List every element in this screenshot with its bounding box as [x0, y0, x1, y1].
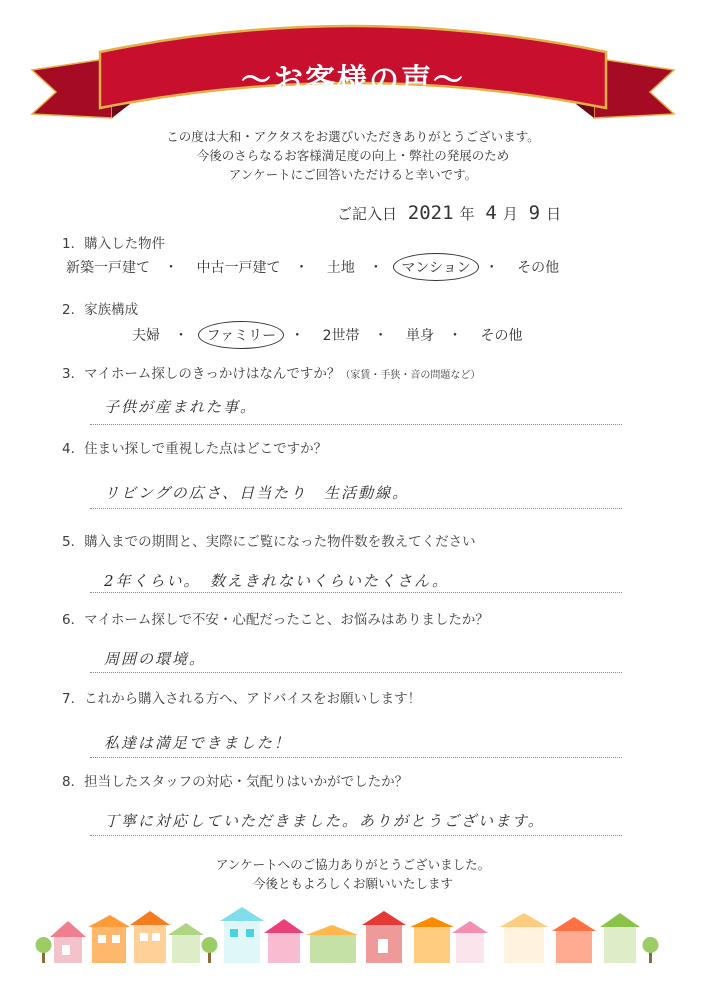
q3-question: 3．マイホーム探しのきっかけはなんですか？ [62, 366, 341, 382]
q6-label: 6．マイホーム探しで不安・心配だったこと、お悩みはありましたか？ [62, 612, 489, 628]
date-day: 9 [528, 202, 541, 224]
q2-option-two-generation: 2世帯 [322, 328, 360, 344]
house-icon [362, 911, 406, 963]
tree-icon [202, 937, 218, 963]
q4-answer: リビングの広さ、日当たり 生活動線。 [104, 484, 410, 502]
q1-options: 新築一戸建て ・ 中古一戸建て ・ 土地 ・ マンション ・ その他 [66, 257, 559, 277]
q1-option-used-house: 中古一戸建て [196, 260, 281, 276]
q6-answer-line [90, 672, 622, 673]
banner-title: 〜お客様の声〜 [241, 63, 465, 98]
date-month-unit: 月 [502, 205, 518, 223]
q8-answer: 丁寧に対応していただきました。ありがとうございます。 [104, 812, 545, 830]
house-icon [306, 925, 358, 963]
date-year-unit: 年 [459, 205, 475, 223]
q1-option-mansion-selected: マンション [401, 257, 470, 277]
house-icon [600, 913, 640, 963]
q1-option-new-house: 新築一戸建て [66, 260, 150, 276]
q2-option-single: 単身 [406, 328, 435, 344]
house-icon [130, 911, 170, 963]
date-label: ご記入日 [337, 205, 398, 223]
thanks-text [0, 855, 706, 893]
thanks-line-1: アンケートへのご協力ありがとうございました。 [215, 857, 491, 872]
tree-icon [643, 937, 659, 963]
q7-answer: 私達は満足できました！ [104, 734, 292, 752]
q1-label: 1．購入した物件 [62, 236, 166, 252]
q2-option-family-selected: ファミリー [206, 325, 276, 345]
house-icon [220, 907, 264, 963]
house-icon [500, 913, 548, 963]
q1-option-other: その他 [517, 260, 560, 276]
q4-label: 4．住まい探しで重視した点はどこですか？ [62, 441, 328, 457]
thanks-line-2: 今後ともよろしくお願いいたします [252, 876, 453, 891]
q3-label [62, 362, 480, 382]
houses-illustration [0, 905, 706, 965]
house-icon [410, 917, 454, 963]
q5-answer-line [90, 592, 622, 593]
q5-answer: 2年くらい。 数えきれないくらいたくさん。 [104, 572, 449, 590]
q3-answer: 子供が産まれた事。 [104, 398, 258, 416]
house-icon [168, 923, 204, 963]
q2-option-couple: 夫婦 [132, 328, 160, 344]
entry-date [337, 202, 561, 224]
date-year: 2021 [407, 202, 454, 224]
q7-label: 7．これから購入される方へ、アドバイスをお願いします！ [62, 691, 422, 707]
q3-note: （家賃・手狭・音の問題など） [340, 370, 481, 381]
q2-option-other: その他 [480, 328, 523, 344]
q8-answer-line [90, 835, 622, 836]
date-day-unit: 日 [546, 205, 562, 223]
house-icon [50, 921, 86, 963]
house-icon [88, 915, 130, 963]
house-icon [552, 917, 596, 963]
q6-answer: 周囲の環境。 [104, 650, 207, 668]
q7-answer-line [90, 757, 622, 758]
intro-text [0, 127, 706, 184]
q2-options: 夫婦 ・ ファミリー ・ 2世帯 ・ 単身 ・ その他 [132, 325, 522, 345]
intro-line-1: この度は大和・アクタスをお選びいただきありがとうございます。 [166, 129, 540, 144]
q3-answer-line [90, 424, 622, 425]
q8-label: 8．担当したスタッフの対応・気配りはいかがでしたか？ [62, 774, 409, 790]
q1-option-land: 土地 [326, 260, 355, 276]
intro-line-2: 今後のさらなるお客様満足度の向上・弊社の発展のため [196, 148, 510, 163]
house-icon [264, 919, 304, 963]
date-month: 4 [485, 202, 497, 224]
q2-label: 2．家族構成 [62, 302, 139, 318]
q4-answer-line [90, 508, 622, 509]
tree-icon [36, 937, 52, 963]
house-icon [452, 921, 488, 963]
intro-line-3: アンケートにご回答いただけると幸いです。 [228, 167, 478, 182]
q5-label: 5．購入までの期間と、実際にご覧になった物件数を教えてください [62, 534, 476, 550]
